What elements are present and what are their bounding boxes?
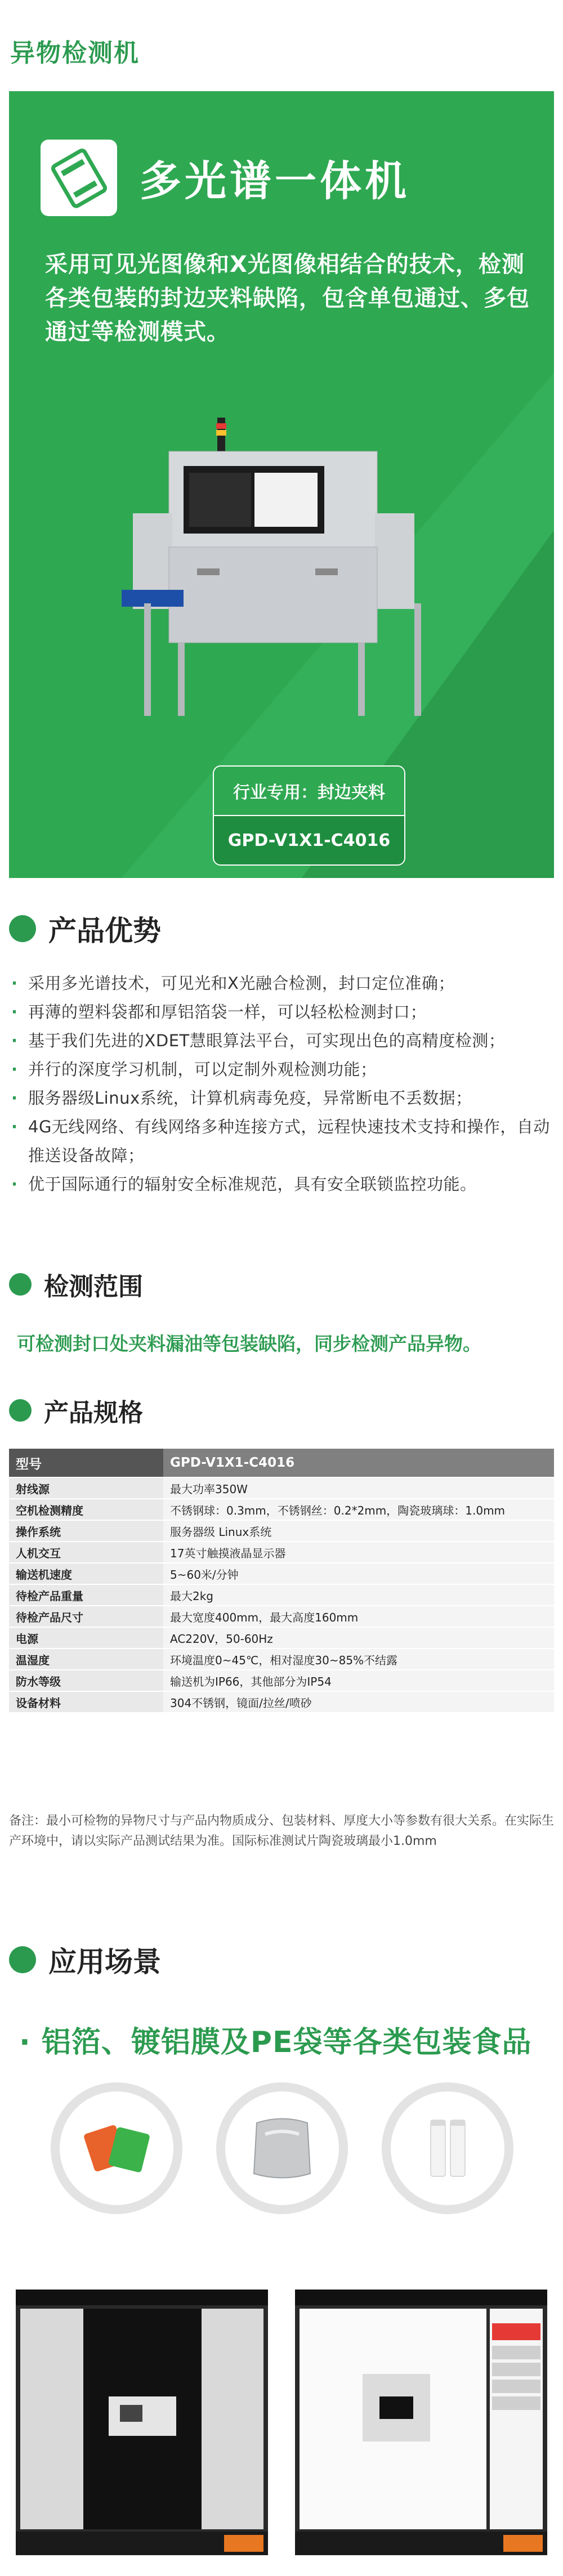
table-row (9, 1691, 554, 1713)
scope-title: 检测范围 (44, 1273, 143, 1301)
spec-value: 5~60米/分钟 (163, 1563, 554, 1584)
advantages-heading (9, 908, 161, 949)
visible-light-inspection-screen (295, 2290, 547, 2555)
spec-key: 防水等级 (9, 1670, 163, 1691)
spec-key: 操作系统 (9, 1520, 163, 1542)
table-row (9, 1627, 554, 1648)
silver-bag-image (216, 2082, 348, 2214)
table-row (9, 1449, 554, 1477)
model-label: GPD-V1X1-C4016 (214, 816, 404, 864)
foil-pouch-image (51, 2082, 182, 2214)
table-row (9, 1563, 554, 1584)
spec-key: 设备材料 (9, 1691, 163, 1713)
stick-packs-image (382, 2082, 513, 2214)
scope-text: 可检测封口处夹料漏油等包装缺陷，同步检测产品异物。 (17, 1333, 481, 1355)
spec-value: 最大2kg (163, 1584, 554, 1606)
spec-value: 17英寸触摸液晶显示器 (163, 1542, 554, 1563)
xray-inspection-screen (16, 2290, 268, 2555)
spec-key: 温湿度 (9, 1648, 163, 1670)
spec-value: 输送机为IP66，其他部分为IP54 (163, 1670, 554, 1691)
table-row (9, 1520, 554, 1542)
spec-value: 环境温度0~45℃，相对湿度30~85%不结露 (163, 1648, 554, 1670)
list-item: · 再薄的塑料袋都和厚铝箔袋一样，可以轻松检测封口； (9, 998, 554, 1027)
spec-value: 服务器级 Linux系统 (163, 1520, 554, 1542)
industry-label: 行业专用：封边夹料 (214, 767, 404, 816)
spec-table (9, 1449, 554, 1713)
spec-value: 不锈钢球：0.3mm，不锈钢丝：0.2*2mm，陶瓷玻璃球：1.0mm (163, 1499, 554, 1520)
spec-key: 射线源 (9, 1477, 163, 1499)
scenes-heading (9, 1939, 161, 1980)
specs-title: 产品规格 (44, 1399, 143, 1427)
section-dot-icon (9, 1946, 36, 1973)
advantages-list (9, 969, 554, 1199)
spec-value: 最大功率350W (163, 1477, 554, 1499)
table-row (9, 1499, 554, 1520)
list-item: · 4G无线网络、有线网络多种连接方式，远程快速技术支持和操作，自动推送设备故障； (9, 1113, 554, 1170)
spec-key: 电源 (9, 1627, 163, 1648)
list-item: · 并行的深度学习机制，可以定制外观检测功能； (9, 1055, 554, 1084)
spec-value: AC220V，50-60Hz (163, 1627, 554, 1648)
machine-illustration (122, 418, 459, 755)
scenes-subtitle: · 铝箔、镀铝膜及PE袋等各类包装食品 (19, 2026, 532, 2059)
list-item: · 服务器级Linux系统，计算机病毒免疫，异常断电不丢数据； (9, 1084, 554, 1113)
spec-key: 待检产品尺寸 (9, 1606, 163, 1627)
table-row (9, 1477, 554, 1499)
section-dot-icon (9, 1273, 32, 1296)
table-header-value: GPD-V1X1-C4016 (163, 1449, 554, 1477)
package-icon (41, 140, 117, 216)
spec-value: 304不锈钢，镜面/拉丝/喷砂 (163, 1691, 554, 1713)
specs-heading (9, 1392, 143, 1428)
hero-banner (9, 91, 554, 878)
product-samples (0, 2082, 563, 2234)
list-item: · 优于国际通行的辐射安全标准规范，具有安全联锁监控功能。 (9, 1170, 554, 1199)
table-row (9, 1670, 554, 1691)
hero-description: 采用可见光图像和X光图像相结合的技术，检测各类包装的封边夹料缺陷，包含单包通过、多包通过等检测模式。 (45, 252, 530, 345)
table-row (9, 1648, 554, 1670)
spec-note: 备注：最小可检物的异物尺寸与产品内物质成分、包装材料、厚度大小等参数有很大关系。在实际生产环境中，请以实际产品测试结果为准。国际标准测试片陶瓷玻璃最小1.0mm (9, 1814, 555, 1848)
spec-key: 待检产品重量 (9, 1584, 163, 1606)
section-dot-icon (9, 1399, 32, 1422)
advantages-title: 产品优势 (48, 915, 161, 947)
scenes-title: 应用场景 (48, 1946, 161, 1978)
spec-key: 人机交互 (9, 1542, 163, 1563)
table-row (9, 1606, 554, 1627)
spec-key: 空机检测精度 (9, 1499, 163, 1520)
table-row (9, 1542, 554, 1563)
model-badge (213, 765, 405, 866)
section-dot-icon (9, 915, 36, 942)
table-row (9, 1584, 554, 1606)
list-item: · 基于我们先进的XDET慧眼算法平台，可实现出色的高精度检测； (9, 1027, 554, 1055)
table-header-key: 型号 (9, 1449, 163, 1477)
page-title: 异物检测机 (10, 39, 140, 68)
list-item: · 采用多光谱技术，可见光和X光融合检测，封口定位准确； (9, 969, 554, 998)
hero-title: 多光谱一体机 (140, 157, 410, 205)
scope-heading (9, 1266, 143, 1302)
spec-value: 最大宽度400mm，最大高度160mm (163, 1606, 554, 1627)
spec-key: 输送机速度 (9, 1563, 163, 1584)
